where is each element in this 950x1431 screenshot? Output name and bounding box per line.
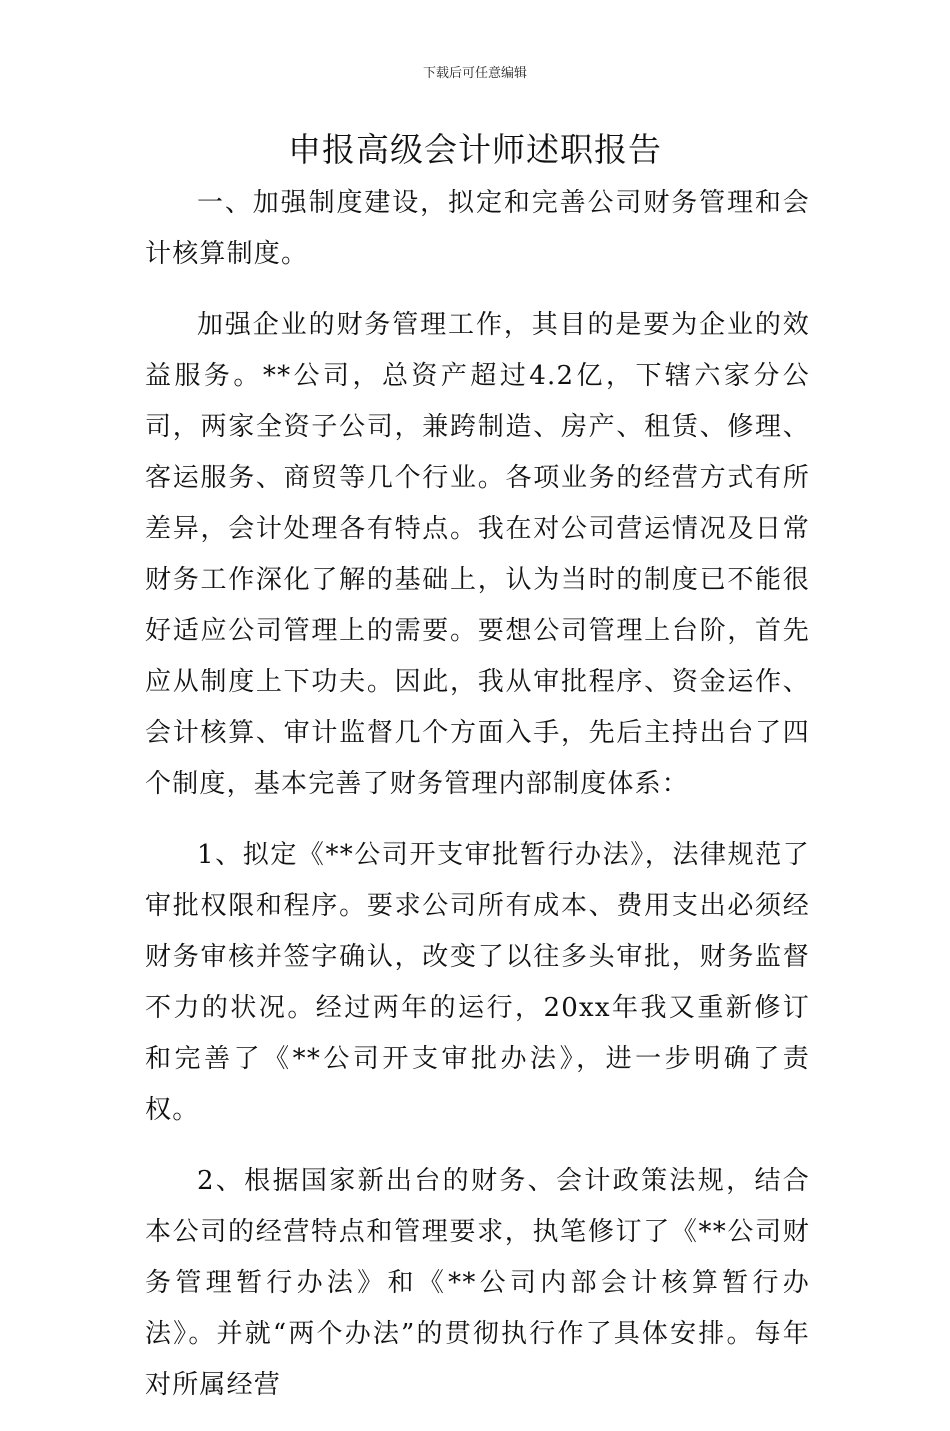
section-heading-paragraph: 一、加强制度建设，拟定和完善公司财务管理和会计核算制度。 — [145, 188, 810, 269]
body-paragraph: 加强企业的财务管理工作，其目的是要为企业的效益服务。**公司，总资产超过4.2亿，下辖六家分公司，两家全资子公司，兼跨制造、房产、租赁、修理、客运服务、商贸等几个行业。各项业务的经营方式有所差异，会计处理各有特点。我在对公司营运情况及日常财务工作深化了解的基础上，认为当时的制度已不能很好适应公司管理上的需要。要想公司管理上台阶，首先应从制度上下功夫。因此，我从审批程序、资金运作、会计核算、审计监督几个方面入手，先后主持出台了四个制度，基本完善了财务管理内部制度体系： — [145, 310, 810, 799]
body-paragraph: 1、拟定《**公司开支审批暂行办法》，法律规范了审批权限和程序。要求公司所有成本、费用支出必须经财务审核并签字确认，改变了以往多头审批，财务监督不力的状况。经过两年的运行，20xx年我又重新修订和完善了《**公司开支审批办法》，进一步明确了责权。 — [145, 840, 810, 1125]
document-title: 申报高级会计师述职报告 — [288, 130, 662, 169]
body-paragraph: 2、根据国家新出台的财务、会计政策法规，结合本公司的经营特点和管理要求，执笔修订了《**公司财务管理暂行办法》和《**公司内部会计核算暂行办法》。并就“两个办法”的贯彻执行作了具体安排。每年对所属经营 — [145, 1166, 810, 1400]
document-body — [145, 178, 810, 1431]
header-note: 下载后可任意编辑 — [422, 66, 527, 81]
